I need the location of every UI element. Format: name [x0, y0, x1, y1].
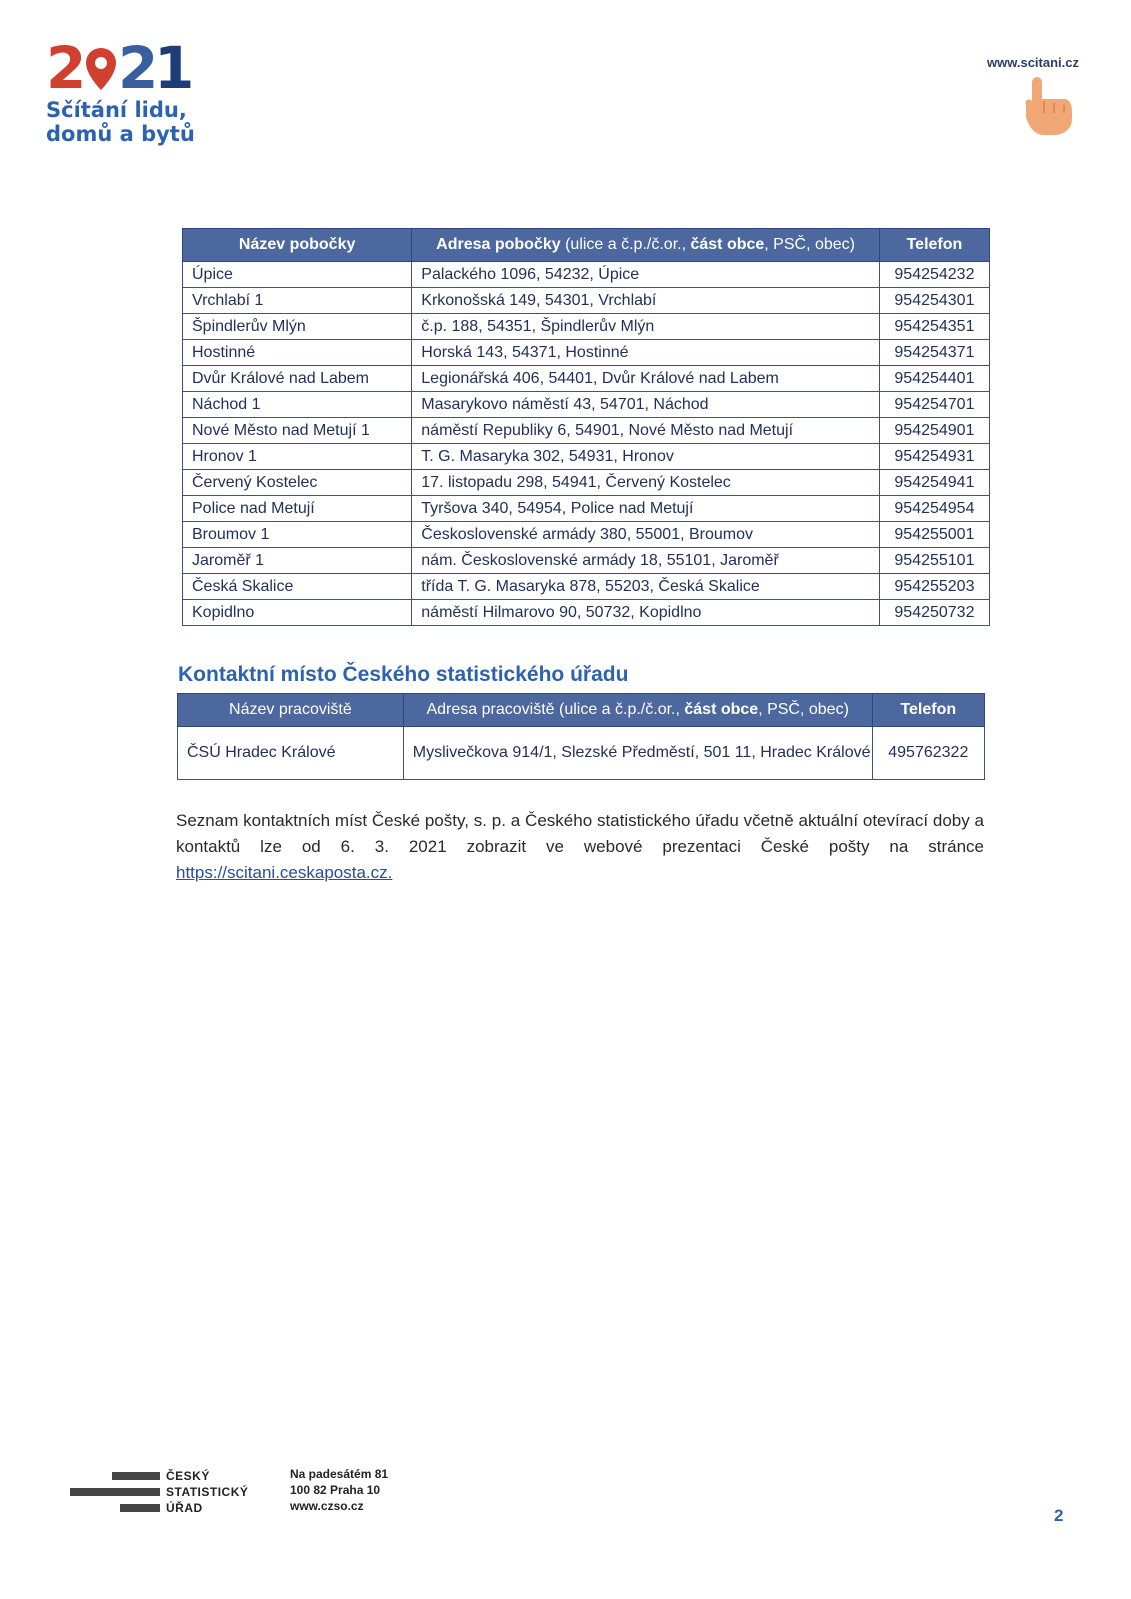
logo-title-line2: domů a bytů — [46, 122, 195, 146]
branch-address-cell: Masarykovo náměstí 43, 54701, Náchod — [412, 392, 880, 418]
map-pin-icon — [84, 46, 118, 92]
ceskaposta-link[interactable]: https://scitani.ceskaposta.cz. — [176, 863, 393, 882]
branch-phone-cell: 954254941 — [879, 470, 989, 496]
logo-title — [46, 98, 206, 146]
table-row — [183, 470, 990, 496]
col-header-workplace-address-light2: , PSČ, obec) — [758, 701, 849, 718]
branch-name-cell: Náchod 1 — [183, 392, 412, 418]
footer-address-line2: 100 82 Praha 10 — [290, 1483, 381, 1497]
branch-address-cell: Tyršova 340, 54954, Police nad Metují — [412, 496, 880, 522]
branch-address-cell: T. G. Masaryka 302, 54931, Hronov — [412, 444, 880, 470]
czso-logo-line1: ČESKÝ — [166, 1469, 210, 1483]
col-header-address-light2: , PSČ, obec) — [764, 236, 855, 253]
table-row — [183, 444, 990, 470]
branch-phone-cell: 954255101 — [879, 548, 989, 574]
col-header-name: Název pobočky — [183, 229, 412, 262]
table-row — [183, 418, 990, 444]
col-header-workplace-name-text: Název pracoviště — [229, 701, 352, 718]
footer-website[interactable]: www.czso.cz — [290, 1499, 364, 1513]
branch-name-cell: Špindlerův Mlýn — [183, 314, 412, 340]
contact-note — [176, 808, 984, 886]
col-header-workplace-address — [403, 694, 872, 727]
branch-phone-cell: 954254401 — [879, 366, 989, 392]
branch-phone-cell: 954254371 — [879, 340, 989, 366]
table-row — [183, 366, 990, 392]
branch-phone-cell: 954254931 — [879, 444, 989, 470]
table-row — [183, 392, 990, 418]
table-row — [183, 522, 990, 548]
branch-phone-cell: 954254954 — [879, 496, 989, 522]
branch-phone-cell: 954254301 — [879, 288, 989, 314]
branch-name-cell: Červený Kostelec — [183, 470, 412, 496]
workplace-table — [177, 693, 985, 780]
branch-name-cell: Dvůr Králové nad Labem — [183, 366, 412, 392]
census-website[interactable]: www.scitani.cz — [987, 55, 1079, 70]
branch-name-cell: Kopidlno — [183, 600, 412, 626]
branch-address-cell: třída T. G. Masaryka 878, 55203, Česká Skalice — [412, 574, 880, 600]
note-text: Seznam kontaktních míst České pošty, s. p. a Českého statistického úřadu včetně aktuální otevírací doby a kontaktů lze od 6. 3. 2021 zobrazit ve webové prezentaci České pošty na stránce — [176, 811, 984, 856]
branch-phone-cell: 954255203 — [879, 574, 989, 600]
table-row — [183, 496, 990, 522]
czso-logo-line3: ÚŘAD — [166, 1501, 203, 1515]
table-row — [183, 548, 990, 574]
footer-address-line1: Na padesátém 81 — [290, 1467, 389, 1481]
table-row — [183, 262, 990, 288]
logo-digit-2: 2 — [46, 34, 87, 102]
col-header-workplace-phone: Telefon — [872, 694, 984, 727]
branch-phone-cell: 954254901 — [879, 418, 989, 444]
table-row — [183, 288, 990, 314]
table-row — [183, 600, 990, 626]
logo-year — [46, 34, 206, 102]
branch-address-cell: č.p. 188, 54351, Špindlerův Mlýn — [412, 314, 880, 340]
table-header-row — [183, 229, 990, 262]
census-logo — [46, 34, 206, 146]
czso-logo-line2: STATISTICKÝ — [166, 1485, 249, 1499]
col-header-workplace-name — [178, 694, 404, 727]
table-row — [183, 574, 990, 600]
branch-address-cell: nám. Československé armády 18, 55101, Jaroměř — [412, 548, 880, 574]
table-row — [178, 727, 985, 780]
branch-phone-cell: 954254351 — [879, 314, 989, 340]
table-header-row — [178, 694, 985, 727]
branch-name-cell: Hostinné — [183, 340, 412, 366]
logo-digit-1: 1 — [154, 34, 195, 102]
branch-phone-cell: 954254232 — [879, 262, 989, 288]
branch-name-cell: Nové Město nad Metují 1 — [183, 418, 412, 444]
czso-logo — [70, 1468, 248, 1516]
col-header-workplace-address-light1: Adresa pracoviště (ulice a č.p./č.or., — [426, 701, 685, 718]
branches-table — [182, 228, 990, 626]
workplace-name-cell: ČSÚ Hradec Králové — [178, 727, 404, 780]
branch-address-cell: 17. listopadu 298, 54941, Červený Kostelec — [412, 470, 880, 496]
footer-address — [290, 1466, 388, 1514]
workplace-phone-cell: 495762322 — [872, 727, 984, 780]
table-row — [183, 340, 990, 366]
logo-digit-2b: 2 — [118, 34, 159, 102]
branch-address-cell: Krkonošská 149, 54301, Vrchlabí — [412, 288, 880, 314]
col-header-address-bold: Adresa pobočky — [436, 236, 561, 253]
page-number: 2 — [1054, 1506, 1064, 1525]
branch-name-cell: Jaroměř 1 — [183, 548, 412, 574]
branch-address-cell: náměstí Hilmarovo 90, 50732, Kopidlno — [412, 600, 880, 626]
contact-section-title: Kontaktní místo Českého statistického úřadu — [178, 663, 629, 686]
branch-name-cell: Broumov 1 — [183, 522, 412, 548]
branch-phone-cell: 954250732 — [879, 600, 989, 626]
branch-address-cell: náměstí Republiky 6, 54901, Nové Město nad Metují — [412, 418, 880, 444]
branch-phone-cell: 954255001 — [879, 522, 989, 548]
pointing-hand-icon — [1018, 75, 1076, 137]
branch-address-cell: Horská 143, 54371, Hostinné — [412, 340, 880, 366]
table-row — [183, 314, 990, 340]
branches-table-body — [183, 262, 990, 626]
branch-address-cell: Československé armády 380, 55001, Broumov — [412, 522, 880, 548]
branch-name-cell: Police nad Metují — [183, 496, 412, 522]
col-header-address-bold2: část obce — [690, 236, 765, 253]
col-header-workplace-address-bold2: část obce — [684, 701, 759, 718]
workplace-address-cell: Myslivečkova 914/1, Slezské Předměstí, 501 11, Hradec Králové — [403, 727, 872, 780]
branch-name-cell: Česká Skalice — [183, 574, 412, 600]
logo-title-line1: Sčítání lidu, — [46, 98, 187, 122]
col-header-address-light1: (ulice a č.p./č.or., — [560, 236, 691, 253]
branch-address-cell: Palackého 1096, 54232, Úpice — [412, 262, 880, 288]
col-header-address — [412, 229, 880, 262]
branch-phone-cell: 954254701 — [879, 392, 989, 418]
col-header-phone: Telefon — [879, 229, 989, 262]
branch-name-cell: Hronov 1 — [183, 444, 412, 470]
branch-name-cell: Úpice — [183, 262, 412, 288]
branch-address-cell: Legionářská 406, 54401, Dvůr Králové nad Labem — [412, 366, 880, 392]
branch-name-cell: Vrchlabí 1 — [183, 288, 412, 314]
